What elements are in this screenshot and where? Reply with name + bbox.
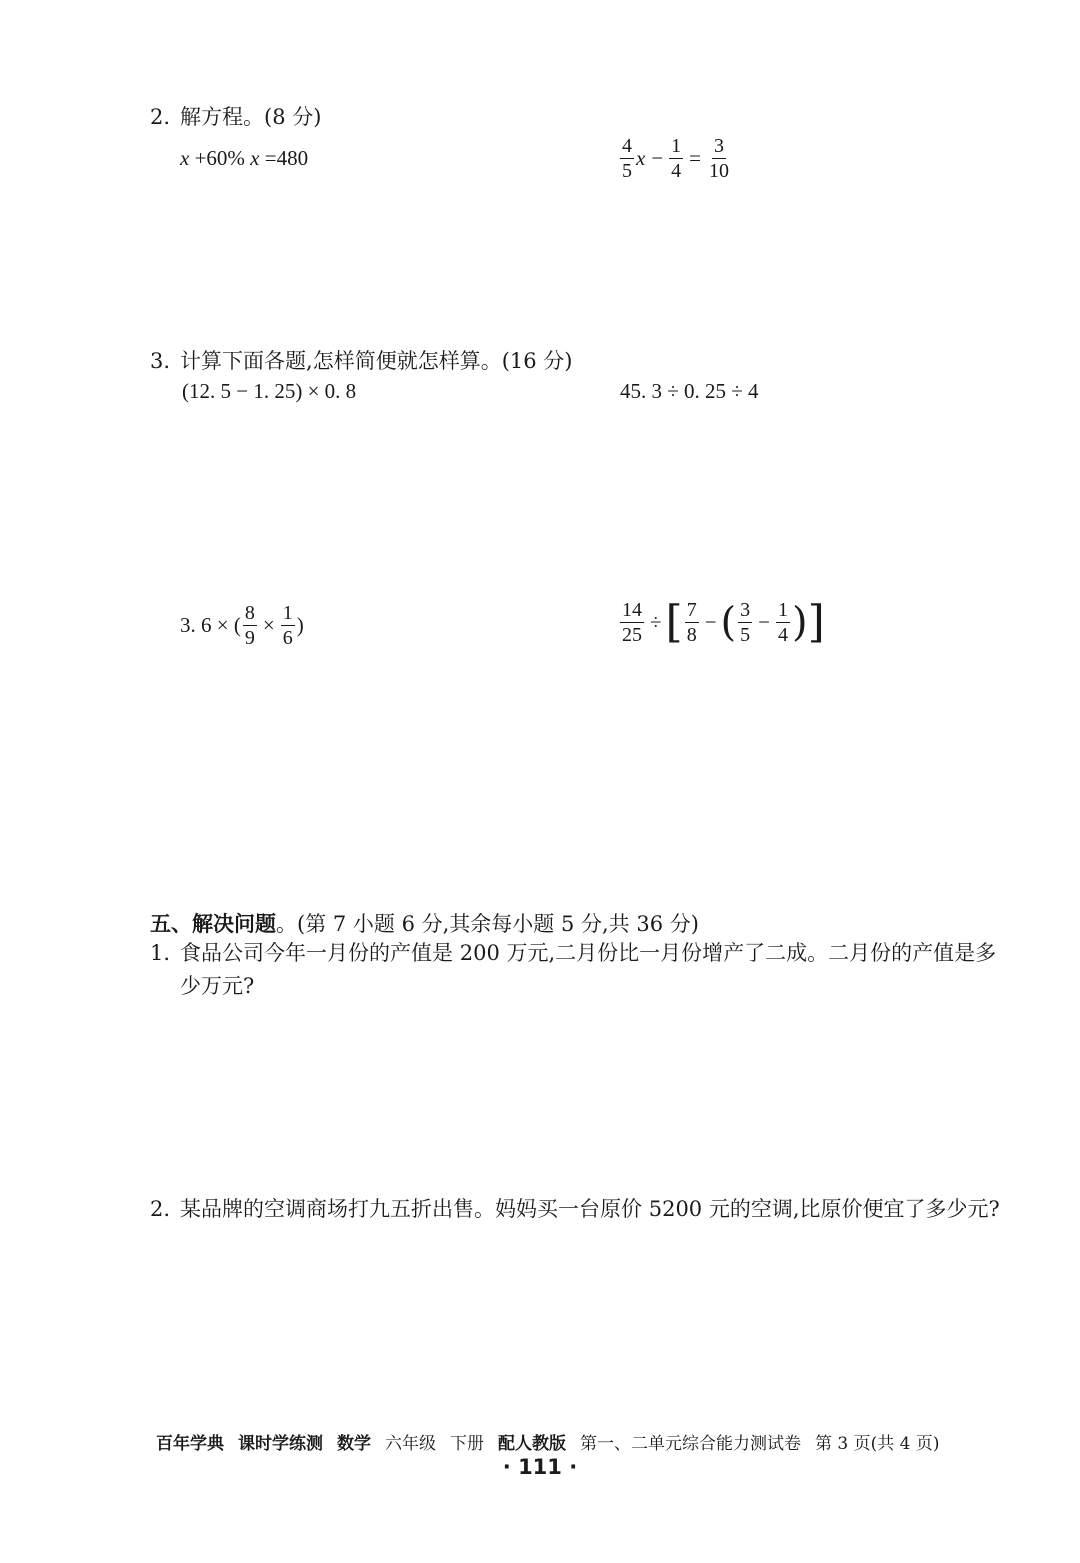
section-5-scoring: 。(第 7 小题 6 分,其余每小题 5 分,共 36 分)	[276, 912, 699, 936]
equals-sign: =	[689, 146, 702, 170]
denominator: 25	[622, 624, 642, 646]
eq1-plus: +	[194, 146, 207, 170]
q3-title: 计算下面各题,怎样简便就怎样算。(16 分)	[180, 349, 573, 373]
divide-sign: ÷	[650, 610, 662, 634]
denominator: 9	[244, 627, 255, 649]
denominator: 4	[671, 160, 682, 182]
expr3-close: )	[296, 613, 304, 637]
denominator: 5	[622, 160, 632, 182]
minus-sign: −	[758, 610, 770, 634]
footer-subject: 数学	[337, 1434, 371, 1454]
numerator: 14	[622, 599, 642, 621]
eq1-x2: x	[250, 146, 260, 170]
fraction	[620, 600, 644, 645]
q3-expression-1: (12. 5 − 1. 25) × 0. 8	[182, 379, 357, 403]
problem-2	[150, 1193, 1010, 1226]
footer-page-info: 第 3 页(共 4 页)	[815, 1434, 940, 1454]
numerator: 3	[740, 599, 751, 621]
times-sign: ×	[262, 613, 275, 637]
expr3-lead: 3. 6 × (	[180, 613, 241, 637]
q2-equation-1	[180, 146, 308, 171]
fraction	[685, 600, 699, 645]
fraction	[738, 600, 752, 645]
minus-sign: −	[704, 610, 717, 634]
minus-sign: −	[651, 146, 664, 170]
numerator: 1	[778, 599, 788, 621]
problem-1	[150, 937, 1010, 1003]
left-bracket: [	[665, 596, 683, 648]
q3-heading	[150, 345, 573, 375]
q3-expression-3	[180, 603, 304, 648]
q3-expression-4	[618, 596, 825, 648]
q2-number: 2.	[150, 105, 171, 129]
numerator: 1	[671, 135, 682, 157]
numerator: 4	[622, 135, 632, 157]
variable-x: x	[636, 146, 646, 170]
fraction	[776, 600, 790, 645]
fraction	[620, 136, 634, 181]
fraction	[669, 136, 683, 181]
fraction	[243, 603, 257, 648]
footer-brand: 百年学典	[156, 1434, 224, 1454]
footer-grade: 六年级	[385, 1434, 436, 1454]
q2-title: 解方程。(8 分)	[180, 105, 322, 129]
denominator: 5	[740, 624, 751, 646]
problem-1-text: 食品公司今年一月份的产值是 200 万元,二月份比一月份增产了二成。二月份的产值是多少万元?	[180, 941, 997, 998]
section-5-heading	[150, 908, 699, 938]
denominator: 4	[778, 624, 788, 646]
eq1-pct: 60%	[206, 146, 245, 170]
numerator: 8	[244, 602, 255, 624]
numerator: 7	[686, 599, 697, 621]
q2-equation-2	[618, 136, 733, 181]
footer-edition: 配人教版	[498, 1434, 566, 1454]
footer-series: 课时学练测	[238, 1434, 323, 1454]
eq1-rhs: 480	[276, 146, 309, 170]
denominator: 10	[709, 160, 730, 182]
right-bracket: ]	[807, 596, 825, 648]
q2-heading	[150, 101, 321, 131]
page-footer	[156, 1429, 940, 1454]
denominator: 8	[686, 624, 697, 646]
problem-2-number: 2.	[150, 1197, 171, 1221]
problem-1-number: 1.	[150, 941, 171, 965]
footer-volume: 下册	[450, 1434, 484, 1454]
denominator: 6	[282, 627, 293, 649]
section-5-title: 五、解决问题	[150, 912, 276, 936]
page-number: · 111 ·	[502, 1455, 578, 1479]
left-paren: (	[720, 599, 737, 646]
footer-test-name: 第一、二单元综合能力测试卷	[580, 1434, 801, 1454]
eq1-eq: =	[264, 146, 277, 170]
fraction	[707, 136, 731, 181]
right-paren: )	[792, 599, 808, 646]
numerator: 1	[282, 602, 293, 624]
problem-2-text: 某品牌的空调商场打九五折出售。妈妈买一台原价 5200 元的空调,比原价便宜了多少元?	[180, 1197, 1000, 1221]
q3-expression-2: 45. 3 ÷ 0. 25 ÷ 4	[620, 379, 759, 403]
numerator: 3	[714, 135, 725, 157]
q3-number: 3.	[150, 349, 171, 373]
eq1-x: x	[180, 146, 190, 170]
fraction	[281, 603, 295, 648]
